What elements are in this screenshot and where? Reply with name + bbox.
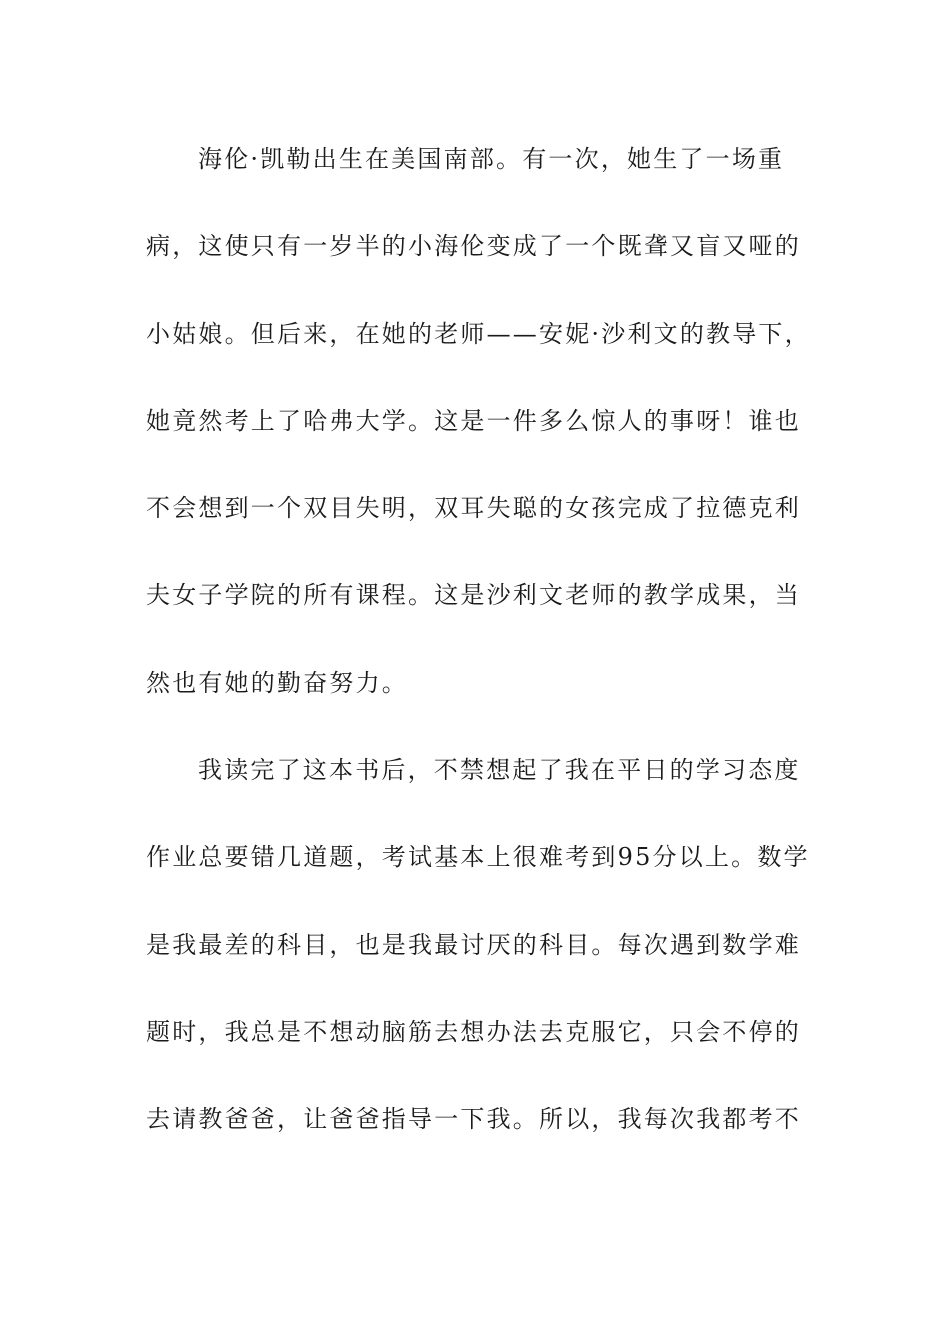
paragraph-2-line-2: 作业总要错几道题，考试基本上很难考到95分以上。数学 (146, 843, 810, 872)
paragraph-2-line-1: 我读完了这本书后，不禁想起了我在平日的学习态度 (198, 756, 801, 785)
body-text (146, 132, 810, 1180)
paragraph-1-line-7: 然也有她的勤奋努力。 (146, 668, 408, 697)
paragraph-1-line-3: 小姑娘。但后来，在她的老师——安妮·沙利文的教导下， (146, 319, 811, 348)
paragraph-2-line-3: 是我最差的科目，也是我最讨厌的科目。每次遇到数学难 (146, 930, 801, 959)
paragraph-1-line-4: 她竟然考上了哈弗大学。这是一件多么惊人的事呀！谁也 (146, 406, 801, 435)
paragraph-1-line-5: 不会想到一个双目失明，双耳失聪的女孩完成了拉德克利 (146, 494, 801, 523)
paragraph-2-line-4: 题时，我总是不想动脑筋去想办法去克服它，只会不停的 (146, 1017, 801, 1046)
paragraph-2-line-5: 去请教爸爸，让爸爸指导一下我。所以，我每次我都考不 (146, 1105, 801, 1134)
paragraph-1-line-6: 夫女子学院的所有课程。这是沙利文老师的教学成果，当 (146, 581, 801, 610)
paragraph-1-line-1: 海伦·凯勒出生在美国南部。有一次，她生了一场重 (198, 145, 785, 173)
paragraph-1-line-2: 病，这使只有一岁半的小海伦变成了一个既聋又盲又哑的 (146, 232, 801, 261)
